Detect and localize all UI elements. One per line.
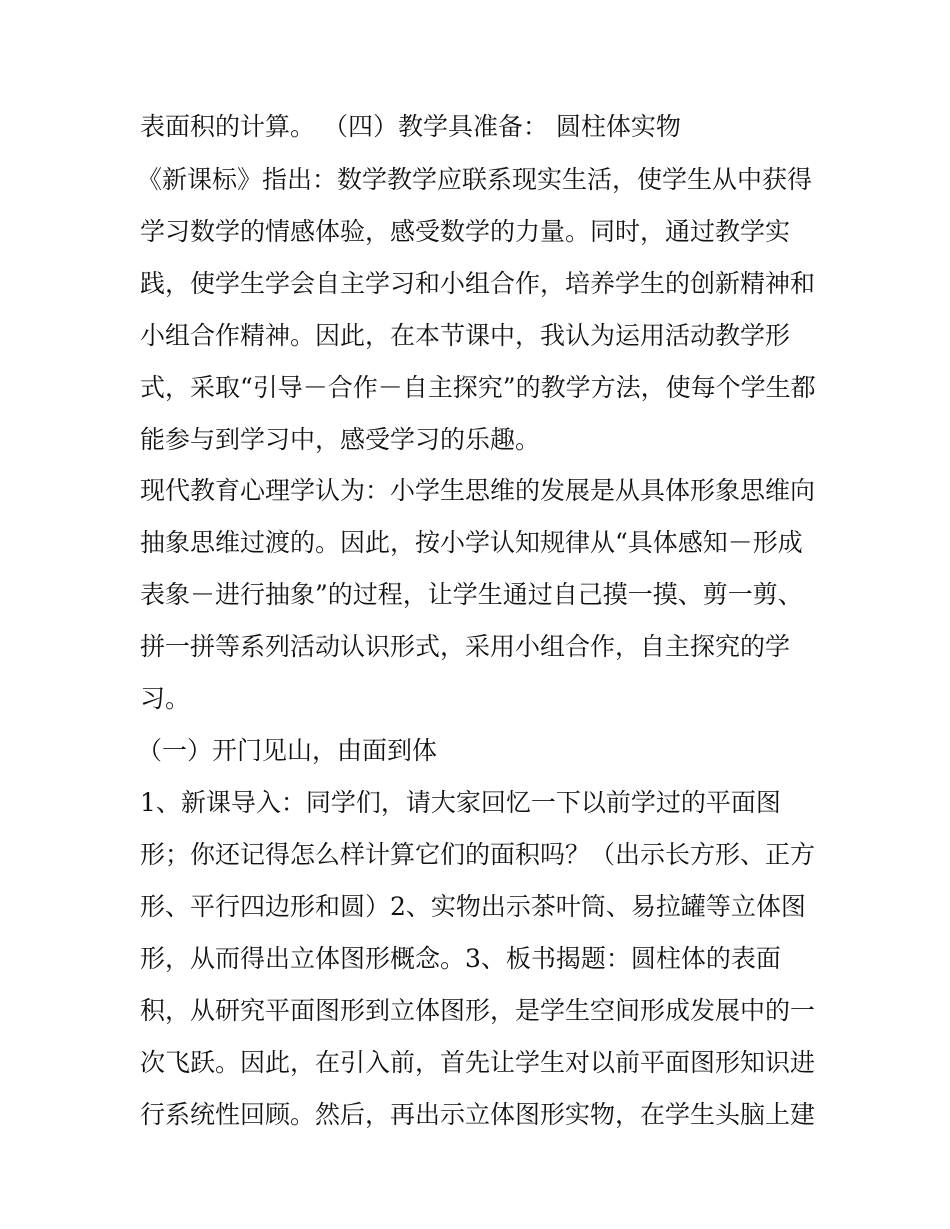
text-line: 践，使学生学会自主学习和小组合作，培养学生的创新精神和 (140, 269, 816, 298)
text-line: 1、新课导入：同学们，请大家回忆一下以前学过的平面图 (140, 788, 781, 817)
text-line: 抽象思维过渡的。因此，按小学认知规律从“具体感知－形成 (140, 528, 803, 557)
text-line: 形，从而得出立体图形概念。3、板书揭题：圆柱体的表面 (140, 944, 781, 973)
text-line: 行系统性回顾。然后，再出示立体图形实物，在学生头脑上建 (140, 1100, 816, 1129)
text-line: 小组合作精神。因此，在本节课中，我认为运用活动教学形 (140, 321, 791, 350)
text-line: 表面积的计算。 （四）教学具准备： 圆柱体实物 (140, 112, 681, 141)
text-line: 积，从研究平面图形到立体图形，是学生空间形成发展中的一 (140, 996, 816, 1025)
text-line: 表象－进行抽象”的过程，让学生通过自己摸一摸、剪一剪、 (140, 580, 803, 609)
section-heading: （一）开门见山，由面到体 (137, 736, 438, 765)
text-line: 现代教育心理学认为：小学生思维的发展是从具体形象思维向 (140, 476, 816, 505)
text-line: 学习数学的情感体验，感受数学的力量。同时，通过教学实 (140, 217, 791, 246)
text-line: 形、平行四边形和圆）2、实物出示茶叶筒、易拉罐等立体图 (140, 892, 806, 921)
text-line: 拼一拼等系列活动认识形式，采用小组合作，自主探究的学 (140, 632, 791, 661)
text-line: 次飞跃。因此，在引入前，首先让学生对以前平面图形知识进 (140, 1048, 816, 1077)
text-line: 能参与到学习中，感受学习的乐趣。 (140, 425, 541, 454)
text-line: 式，采取“引导－合作－自主探究”的教学方法，使每个学生都 (140, 373, 816, 402)
text-line: 《新课标》指出：数学教学应联系现实生活，使学生从中获得 (137, 165, 813, 194)
text-line: 形；你还记得怎么样计算它们的面积吗？（出示长方形、正方 (140, 840, 816, 869)
text-line: 习。 (140, 684, 191, 713)
